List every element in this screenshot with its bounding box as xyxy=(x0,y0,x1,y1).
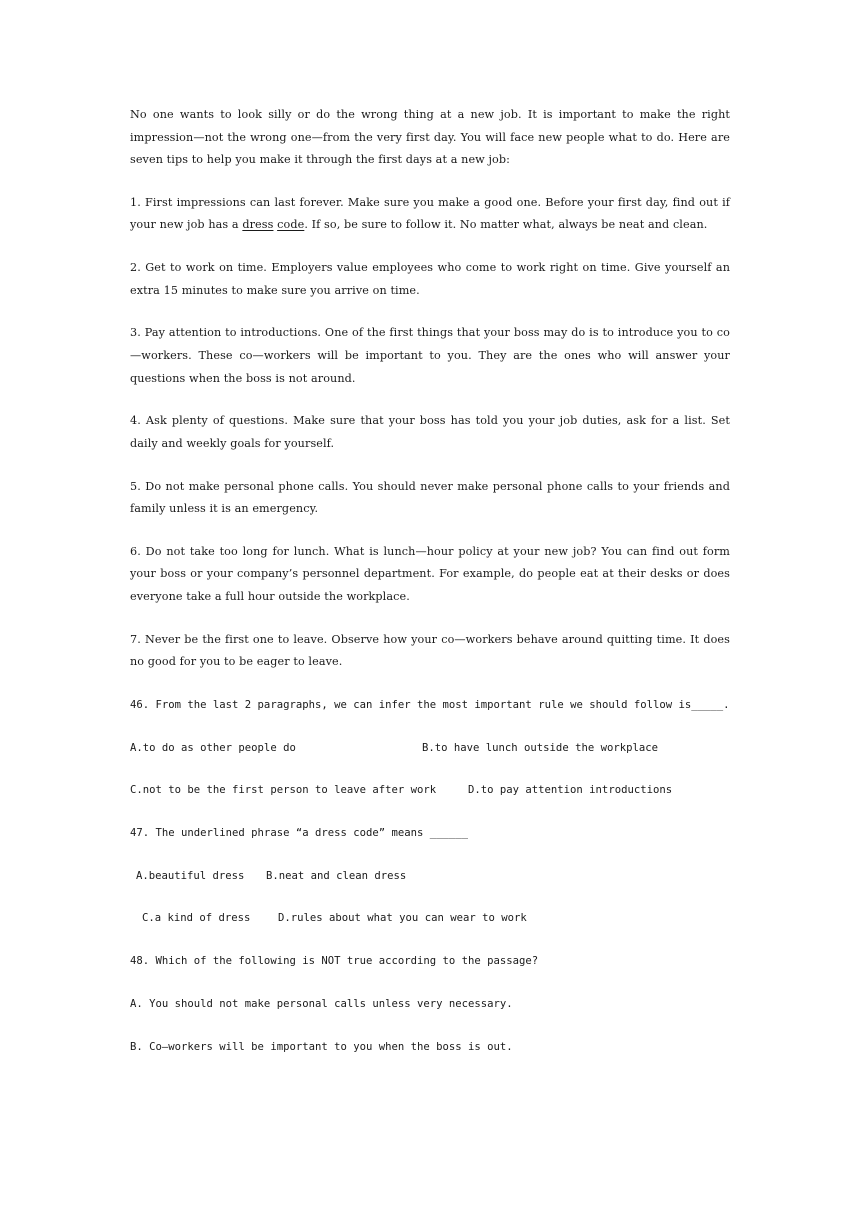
question-47-options-row-1 xyxy=(130,865,730,888)
q46-option-c: C.not to be the first person to leave after work xyxy=(130,784,437,797)
tip-4-paragraph: 4. Ask plenty of questions. Make sure that your boss has told you your job duties, ask for a list. Set daily and weekly goals for yourself. xyxy=(130,414,730,450)
tip-2-paragraph: 2. Get to work on time. Employers value employees who come to work right on time. Give yourself an extra 15 minutes to make sure you arrive on time. xyxy=(130,261,730,297)
tip-3-paragraph: 3. Pay attention to introductions. One of the first things that your boss may do is to introduce you to co—workers. These co—workers will be important to you. They are the ones who will answer your questions when the boss is not around. xyxy=(130,326,730,385)
q46-option-a: A.to do as other people do xyxy=(130,741,296,754)
q47-option-d: D.rules about what you can wear to work xyxy=(278,912,527,925)
q47-option-c: C.a kind of dress xyxy=(142,912,251,925)
question-48-stem: 48. Which of the following is NOT true according to the passage? xyxy=(130,955,539,968)
tip-1-paragraph xyxy=(130,192,730,237)
intro-paragraph: No one wants to look silly or do the wrong thing at a new job. It is important to make the right impression—not the wrong one—from the very first day. You will face new people what to do. Here are seven tips to help you make it through the first days at a new job: xyxy=(130,108,730,167)
tip-7-paragraph: 7. Never be the first one to leave. Observe how your co—workers behave around quitting time. It does no good for you to be eager to leave. xyxy=(130,632,730,669)
underlined-word-dress: dress xyxy=(242,218,274,232)
question-46-stem: 46. From the last 2 paragraphs, we can infer the most important rule we should follow is_____. xyxy=(130,699,730,712)
question-46-options-row-2 xyxy=(130,779,730,802)
underlined-word-code: code xyxy=(277,218,305,232)
tip-1-text-start: 1. First impressions can last forever. Make sure you make a good one. Before your first day, find out if your new job has a xyxy=(130,195,730,232)
q47-option-a: A.beautiful dress xyxy=(136,869,245,882)
question-46-options-row-1 xyxy=(130,737,730,760)
q46-option-d: D.to pay attention introductions xyxy=(468,784,673,797)
question-47-stem: 47. The underlined phrase “a dress code” means ______ xyxy=(130,827,469,840)
q48-option-b: B. Co—workers will be important to you when the boss is out. xyxy=(130,1040,513,1053)
document-page xyxy=(130,104,730,1078)
question-47-options-row-2 xyxy=(130,907,730,930)
tip-5-paragraph: 5. Do not make personal phone calls. You should never make personal phone calls to your friends and family unless it is an emergency. xyxy=(130,479,730,516)
q48-option-a: A. You should not make personal calls unless very necessary. xyxy=(130,997,513,1010)
tip-6-paragraph: 6. Do not take too long for lunch. What is lunch—hour policy at your new job? You can find out form your boss or your company’s personnel department. For example, do people eat at their desks or does everyone take a full hour outside the workplace. xyxy=(130,544,730,604)
q46-option-b: B.to have lunch outside the workplace xyxy=(422,741,658,754)
tip-1-text-end: . If so, be sure to follow it. No matter what, always be neat and clean. xyxy=(304,218,708,232)
q47-option-b: B.neat and clean dress xyxy=(266,869,407,882)
